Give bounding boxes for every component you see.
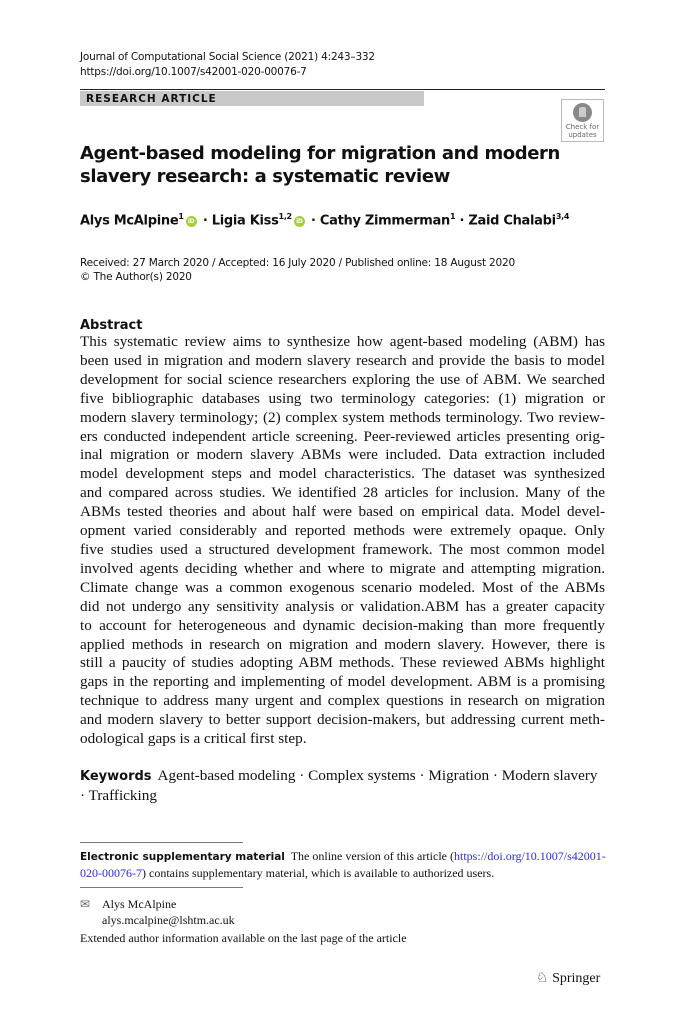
updates-label: updates — [568, 131, 597, 139]
abstract-line: and modern slavery to better support decision-makers, but addressing current meth- — [80, 711, 605, 729]
springer-knight-icon: ♘ — [536, 971, 549, 986]
abstract-line: ers conducted independent article screening. Peer-reviewed articles presenting orig- — [80, 427, 605, 445]
abstract-line: did not undergo any sensitivity analysis or validation.ABM has a greater capacity — [80, 597, 605, 615]
author[interactable]: Ligia Kiss — [211, 213, 279, 229]
abstract-line: technique to address many urgent and complex questions in research on migration — [80, 692, 605, 710]
abstract-line: five bibliographic databases using two terminology categories: (1) migration or — [80, 389, 605, 407]
esm-link[interactable]: https://doi.org/10.1007/s42001-020-00076-7 — [80, 849, 606, 880]
extended-info: Extended author information available on the last page of the article — [80, 931, 407, 945]
check-label: Check for — [565, 123, 600, 131]
abstract-line: to account for heterogeneous and dynamic decision-making than more frequently — [80, 616, 605, 634]
doi-link[interactable]: https://doi.org/10.1007/s42001-020-00076-7 — [80, 66, 307, 78]
abstract-line: This systematic review aims to synthesize how agent-based modeling (ABM) has — [80, 333, 605, 350]
corr-name: Alys McAlpine — [102, 897, 177, 911]
keywords-label: Keywords — [80, 769, 152, 784]
corresponding-author — [80, 896, 235, 928]
abstract-line: involved agents deciding whether and where to migrate and attempting migration. — [80, 559, 605, 577]
check-for-updates-button[interactable] — [561, 99, 604, 142]
keywords-list: Agent-based modeling · Complex systems · Migration · Modern slavery · Trafficking — [80, 767, 598, 804]
bookmark-icon — [573, 103, 592, 122]
abstract-line: ABMs tested theories and about half were based on empirical data. Model devel- — [80, 503, 605, 521]
article-title: Agent-based modeling for migration and modern slavery research: a systematic review — [80, 143, 560, 187]
author[interactable]: Alys McAlpine — [80, 213, 179, 229]
orcid-icon[interactable]: iD — [294, 216, 305, 227]
copyright: © The Author(s) 2020 — [80, 271, 192, 283]
esm-label: Electronic supplementary material — [80, 851, 285, 863]
abstract-line: model development steps and model characteristics. The dataset was synthesized — [80, 465, 605, 483]
author[interactable]: Zaid Chalabi — [468, 213, 556, 229]
publisher-name: Springer — [552, 971, 601, 986]
abstract-line: still a paucity of studies adopting ABM methods. These reviewed ABMs highlight — [80, 654, 605, 672]
article-type: RESEARCH ARTICLE — [86, 93, 217, 105]
affiliation-mark: 1 — [449, 212, 456, 221]
footnote-rule-2 — [80, 887, 243, 888]
corr-email[interactable]: alys.mcalpine@lshtm.ac.uk — [102, 913, 235, 927]
abstract-heading: Abstract — [80, 318, 143, 333]
footnote-rule — [80, 842, 243, 843]
abstract-text — [80, 333, 605, 749]
abstract-line: applied methods in research on migration and modern slavery. However, there is — [80, 635, 605, 653]
affiliation-mark: 3,4 — [555, 212, 570, 221]
history-dates: Received: 27 March 2020 / Accepted: 16 July 2020 / Published online: 18 August 2020 — [80, 257, 515, 269]
abstract-line: been used in migration and modern slavery research and provide the basis to model — [80, 351, 605, 369]
abstract-line: and compared across studies. We identified 28 articles for inclusion. Many of the — [80, 484, 605, 502]
journal-name: Journal of Computational Social Science (2021) 4:243–332 — [80, 51, 375, 63]
header-rule — [80, 89, 605, 90]
keywords — [80, 766, 605, 805]
abstract-line: Climate change was a common exogenous scenario modeled. Most of the ABMs — [80, 578, 605, 596]
affiliation-mark: 1,2 — [278, 212, 292, 221]
abstract-line: gaps in the reporting and implementing of model development. ABM is a promising — [80, 673, 605, 691]
abstract-line: odological gaps is a critical first step. — [80, 730, 307, 748]
abstract-line: inal migration or modern slavery ABMs were included. Data extraction included — [80, 446, 605, 464]
envelope-icon: ✉ — [80, 897, 91, 911]
supplementary-note — [80, 848, 610, 881]
orcid-icon[interactable]: iD — [186, 216, 197, 227]
author-list: Alys McAlpine$^1$iD · Ligia Kiss$^{1,2}$iD · Cathy Zimmerman$^1$ · Zaid Chalabi$^{3,4}$ — [80, 212, 570, 229]
esm-post: ) contains supplementary material, which is available to authorized users. — [142, 866, 495, 880]
affiliation-mark: 1 — [178, 212, 184, 221]
abstract-line: modern slavery terminology; (2) complex system methods terminology. Two review- — [80, 408, 605, 426]
abstract-line: five studies used a structured development framework. The most common model — [80, 540, 605, 558]
article-dates — [80, 256, 515, 284]
esm-pre: The online version of this article ( — [290, 849, 455, 863]
publisher-logo — [536, 970, 600, 987]
abstract-line: opment varied considerably and reported methods were extremely opaque. Only — [80, 522, 605, 540]
journal-citation — [80, 50, 375, 80]
author[interactable]: Cathy Zimmerman — [319, 213, 450, 229]
abstract-line: development for social science researchers exploring the use of ABM. We searched — [80, 370, 605, 388]
